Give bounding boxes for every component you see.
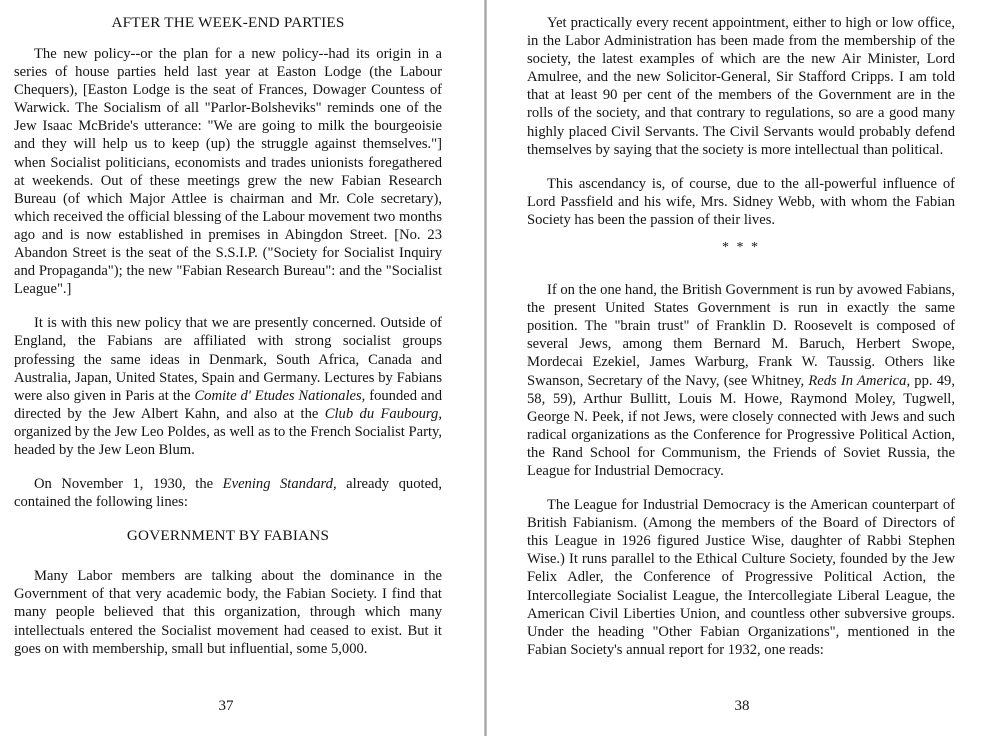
text-run: It is with this new policy that we are presently concerned. Outside of England, the Fabians are affiliated with strong socialist groups professing the same ideas in Denmark, South Africa, Canada and Australia, Japan, United States, Spain and Germany. Lectures by Fabians were also given in Paris at the	[14, 315, 442, 404]
paragraph: This ascendancy is, of course, due to the all-powerful influence of Lord Passfield and his wife, Mrs. Sidney Webb, with whom the Fabian Society has been the passion of their lives.	[527, 175, 955, 228]
text-run: If on the one hand, the British Government is run by avowed Fabians, the present United States Government is run in exactly the same position. The "brain trust" of Franklin D. Roosevelt is composed of several Jews, among them Bernard M. Baruch, Herbert Swope, Mordecai Ezekiel, James Warburg, Frank W. Taussig. Others like Swanson, Secretary of the Navy, (see Whitney,	[527, 282, 955, 389]
text-run: already quoted, contained the following lines:	[14, 476, 442, 511]
italic-title: Comite d' Etudes Nationales,	[194, 387, 366, 404]
left-text-column	[14, 14, 442, 658]
paragraph	[14, 459, 442, 511]
text-run: organized by the Jew Leo Poldes, as well as to the French Socialist Party, headed by the Jew Leon Blum.	[14, 423, 442, 458]
page-number: 37	[218, 698, 234, 714]
paragraph: Many Labor members are talking about the dominance in the Government of that very academic body, the Fabian Society. I find that many people believed that this organization, through which many intellectuals entered the Socialist movement had ceased to exist. But it goes on with membership, small but influential, some 5,000.	[14, 568, 442, 657]
paragraph	[14, 298, 442, 459]
left-page	[0, 0, 484, 736]
paragraph: The League for Industrial Democracy is the American counterpart of British Fabianism. (Among the members of the Board of Directors of this League in 1926 figured Justice Wise, daughter of Rabbi Stephen Wise.) It runs parallel to the Ethical Culture Society, founded by the Jew Felix Adler, the Conference of Progressive Political Action, the Intercollegiate Socialist League, the Intercollegiate Liberal League, the American Civil Liberties Union, and countless other subversive groups. Under the heading "Other Fabian Organizations", mentioned in the Fabian Society's annual report for 1932, one reads:	[527, 497, 955, 658]
italic-title: Club du Faubourg,	[324, 405, 442, 422]
section-break-stars: * * *	[722, 240, 760, 256]
italic-title: Reds In America,	[808, 372, 911, 389]
right-text-column	[527, 14, 955, 659]
paragraph: Yet practically every recent appointment, either to high or low office, in the Labor Administration has been made from the membership of the society, the latest examples of which are the new Air Minister, Lord Amulree, and the new Solicitor-General, Sir Stafford Cripps. I am told that at least 90 per cent of the members of the Government are in the rolls of the society, and that contrary to regulations, so are a good many highly placed Civil Servants. The Civil Servants would probably defend themselves by saying that the society is more intellectual than political.	[527, 15, 955, 158]
right-page	[487, 0, 982, 736]
paragraph: The new policy--or the plan for a new policy--had its origin in a series of house parties held last year at Easton Lodge (the Labour Chequers), [Easton Lodge is the seat of Frances, Dowager Countess of Warwick. The Socialism of all "Parlor-Bolsheviks" reminds one of the Jew Isaac McBride's utterance: "We are going to milk the bourgeoisie and they will help us to keep (up) the struggle against themselves."] when Socialist politicians, economists and trades unionists foregathered at weekends. Out of these meetings grew the new Fabian Research Bureau (of which Major Attlee is chairman and Mr. Cole secretary), which received the official blessing of the Labour movement two months ago and is now established in premises in Abingdon Street. [No. 23 Abandon Street is the seat of the S.S.I.P. ("Society for Socialist Inquiry and Propaganda"); the new "Fabian Research Bureau": and the "Socialist League".]	[14, 46, 442, 298]
italic-title: Evening Standard,	[222, 476, 337, 493]
section-heading: AFTER THE WEEK-END PARTIES	[111, 14, 345, 31]
paragraph	[527, 281, 955, 480]
text-run: founded and directed by the Jew Albert Kahn, and also at the	[14, 387, 442, 422]
section-heading: GOVERNMENT BY FABIANS	[126, 527, 330, 545]
text-run: On November 1, 1930, the	[34, 476, 223, 493]
text-run: pp. 49, 58, 59), Arthur Bullitt, Louis M. Howe, Raymond Moley, Tugwell, George N. Peek, if not Jews, were closely connected with Jews and such radical organizations as the Conference for Progressive Political Action, the Rand School for Communism, the Friends of Soviet Russia, the League for Industrial Democracy.	[527, 372, 955, 479]
page-number: 38	[734, 698, 750, 714]
